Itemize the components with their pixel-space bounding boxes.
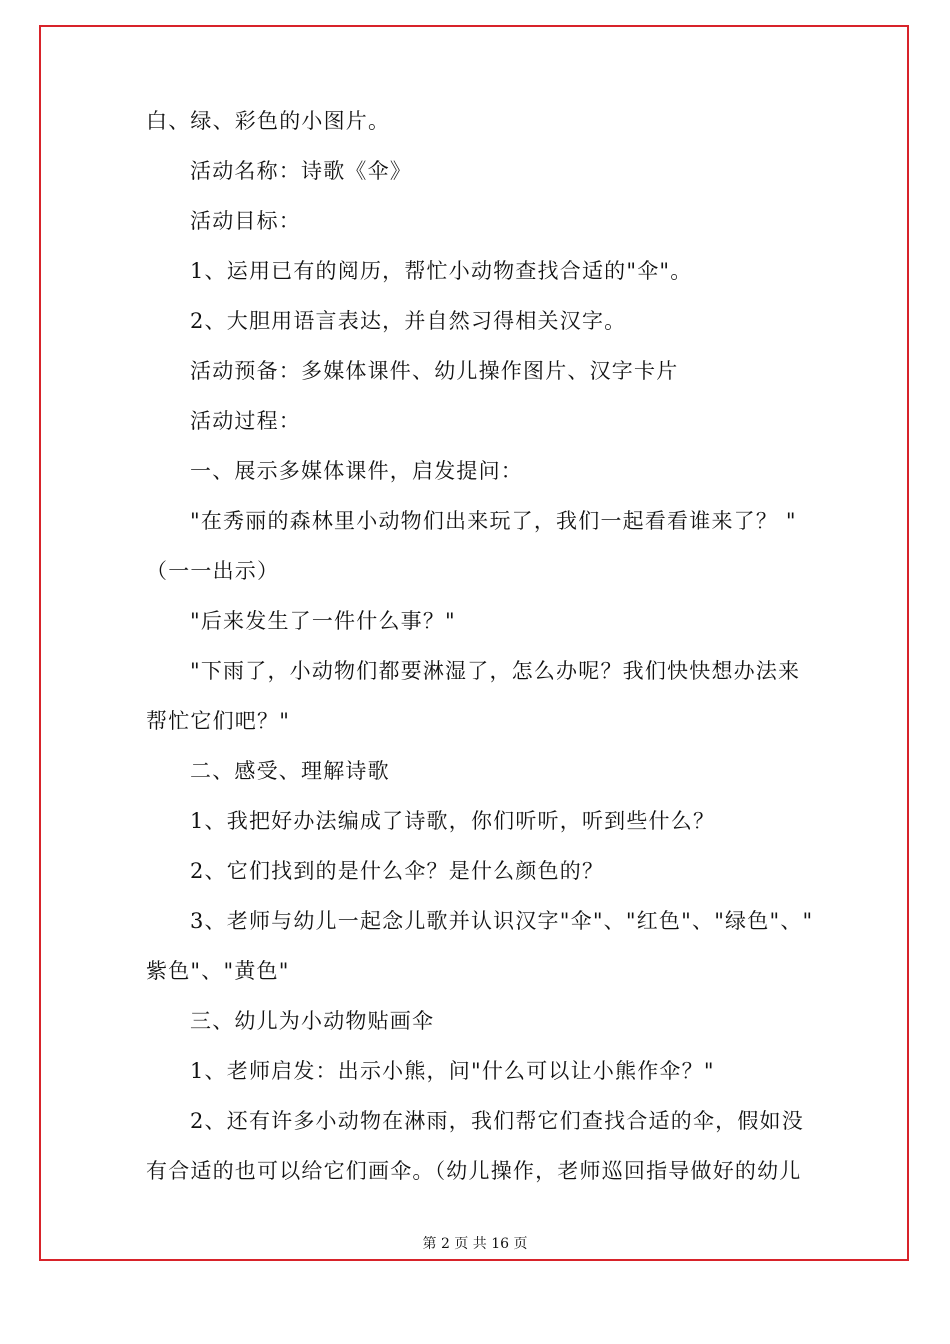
body-line: "在秀丽的森林里小动物们出来玩了，我们一起看看谁来了？ " [190,509,797,533]
body-line: 3、老师与幼儿一起念儿歌并认识汉字"伞"、"红色"、"绿色"、" [190,909,814,933]
page-number-footer: 第 2 页 共 16 页 [422,1236,528,1252]
body-line: 1、老师启发：出示小熊，问"什么可以让小熊作伞？" [190,1059,715,1083]
body-line: 二、感受、理解诗歌 [190,759,390,783]
body-line: 帮忙它们吧？" [146,709,291,733]
body-line: 活动预备：多媒体课件、幼儿操作图片、汉字卡片 [190,359,679,383]
body-line: 活动目标： [190,209,301,233]
body-line: 一、展示多媒体课件，启发提问： [190,459,523,483]
body-line: 2、还有许多小动物在淋雨，我们帮它们查找合适的伞，假如没 [190,1109,804,1133]
body-line: 1、运用已有的阅历，帮忙小动物查找合适的"伞"。 [190,259,693,283]
body-line: 三、幼儿为小动物贴画伞 [190,1009,435,1033]
body-line: 白、绿、彩色的小图片。 [146,109,391,133]
body-line: 活动过程： [190,409,301,433]
body-line: 2、大胆用语言表达，并自然习得相关汉字。 [190,309,627,333]
body-line: 有合适的也可以给它们画伞。（幼儿操作，老师巡回指导做好的幼儿 [146,1159,802,1183]
body-line: （一一出示） [146,559,280,583]
body-line: 2、它们找到的是什么伞？是什么颜色的？ [190,859,605,883]
body-line: 紫色"、"黄色" [146,959,290,983]
body-line: "后来发生了一件什么事？" [190,609,456,633]
body-line: "下雨了，小动物们都要淋湿了，怎么办呢？我们快快想办法来 [190,659,801,683]
body-line: 活动名称：诗歌《伞》 [190,159,412,183]
body-line: 1、我把好办法编成了诗歌，你们听听，听到些什么？ [190,809,716,833]
